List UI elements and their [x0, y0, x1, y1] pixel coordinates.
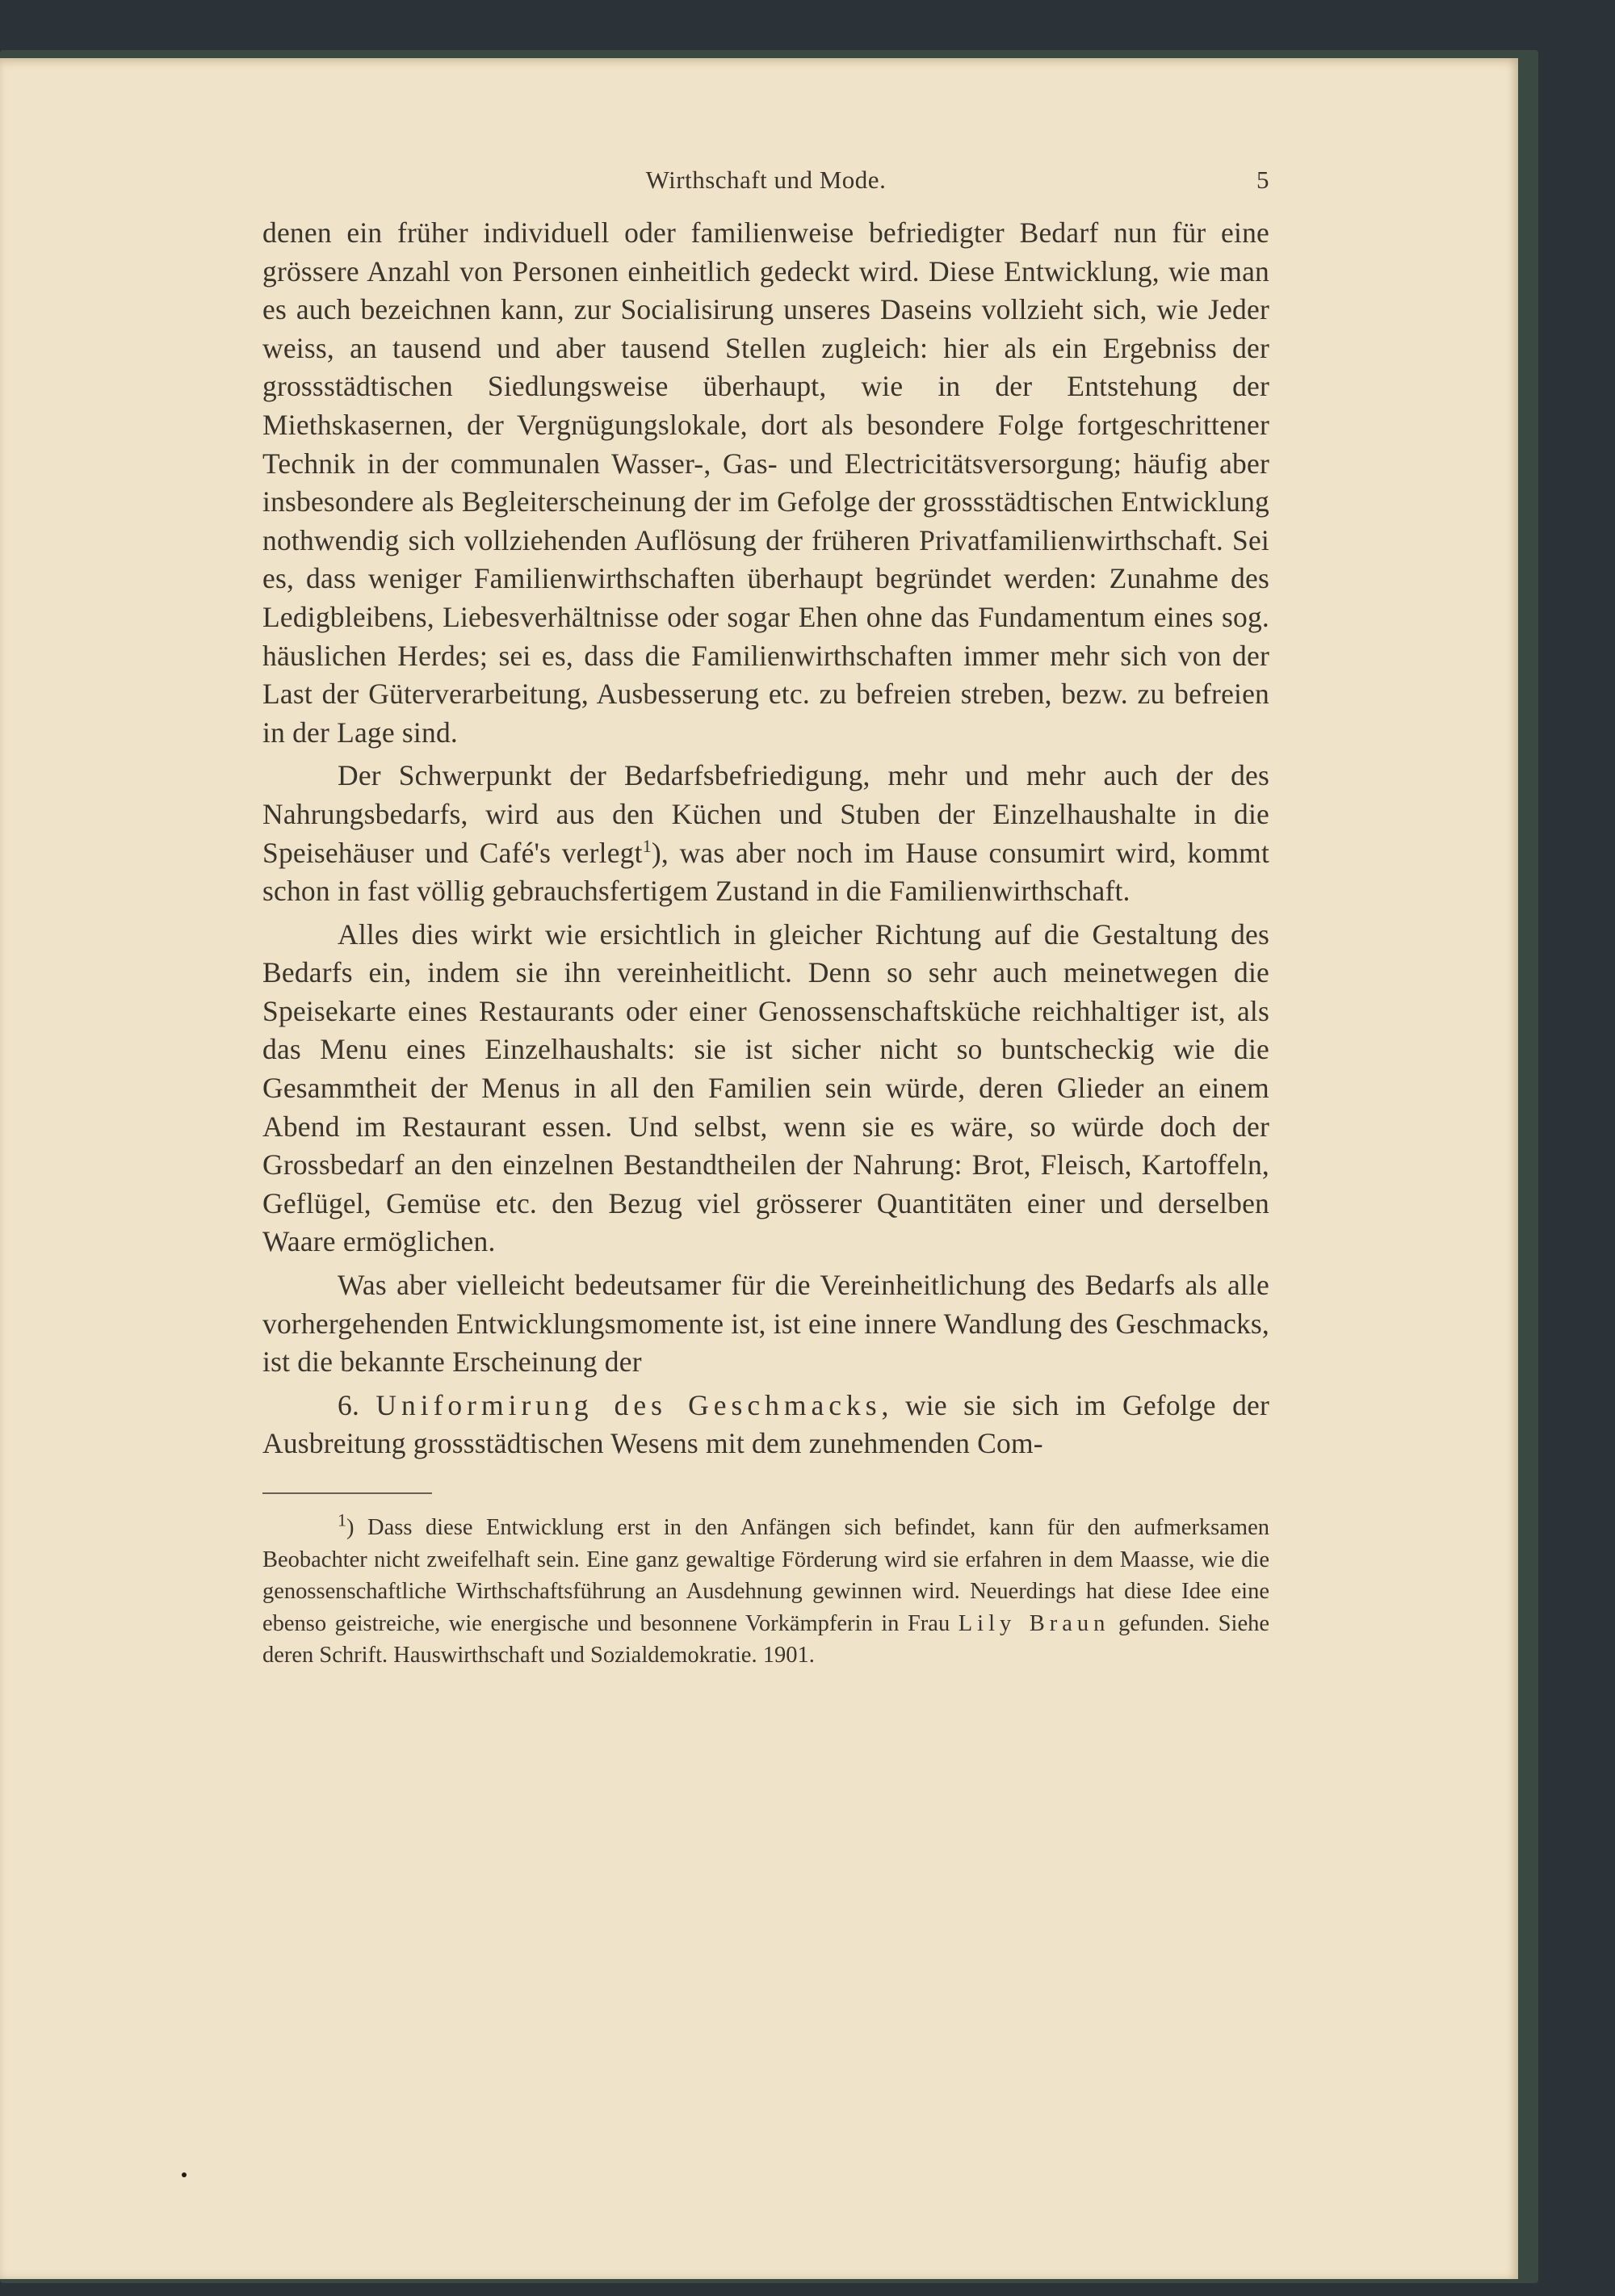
- footnote-text: [262, 1509, 1269, 1672]
- section-number: 6.: [338, 1388, 376, 1421]
- footnote-divider: [262, 1492, 432, 1494]
- footnote-text-start: ) Dass diese Entwicklung erst in den Anfängen sich befindet, kann für den aufmerksamen Beobachter nicht zweifelhaft sein. Eine ganz gewaltige Förderung wird sie erfahren in dem Maasse, wie die genossenschaftliche Wirthschaftsführung an Ausdehnung gewinnen wird. Neuerdings hat diese Idee eine ebenso geistreiche, wie energische und besonnene Vorkämpferin in Frau: [262, 1515, 1269, 1636]
- page-content: [262, 166, 1269, 1672]
- footnote-text-end: gefunden. Siehe deren Schrift. Hauswirthschaft und Sozialdemokratie. 1901.: [262, 1610, 1269, 1668]
- paragraph-5: [262, 1387, 1269, 1463]
- page-number: 5: [1256, 166, 1269, 194]
- footnote-marker: 1: [338, 1509, 346, 1530]
- running-head: [262, 166, 1269, 214]
- paragraph-4: Was aber vielleicht bedeutsamer für die Vereinheitlichung des Bedarfs als alle vorhergehenden Entwicklungsmomente ist, ist eine innere Wandlung des Geschmacks, ist die bekannte Erscheinung der: [262, 1269, 1269, 1379]
- running-title: Wirthschaft und Mode.: [645, 166, 887, 194]
- paragraph-1: denen ein früher individuell oder familienweise befriedigter Bedarf nun für eine grössere Anzahl von Personen einheitlich gedeckt wird. Diese Entwicklung, wie man es auch bezeichnen kann, zur Socialisirung unseres Daseins vollzieht sich, wie Jeder weiss, an tausend und aber tausend Stellen zugleich: hier als ein Ergebniss der grossstädtischen Siedlungsweise überhaupt, wie in der Entstehung der Miethskasernen, der Vergnügungslokale, dort als besondere Folge fortgeschrittener Technik in der communalen Wasser-, Gas- und Electricitätsversorgung; häufig aber insbesondere als Begleiterscheinung der im Gefolge der grossstädtischen Entwicklung nothwendig sich vollziehenden Auflösung der früheren Privatfamilienwirthschaft. Sei es, dass weniger Familienwirthschaften überhaupt begründet werden: Zunahme des Ledigbleibens, Liebesverhältnisse oder sogar Ehen ohne das Fundamentum eines sog. häuslichen Herdes; sei es, dass die Familienwirthschaften immer mehr sich von der Last der Güterverarbeitung, Ausbesserung etc. zu befreien streben, bezw. zu befreien in der Lage sind.: [262, 216, 1269, 749]
- footnote-reference: 1: [642, 835, 652, 856]
- paragraph-2-text: Der Schwerpunkt der Bedarfsbefriedigung, mehr und mehr auch der des Nahrungsbedarfs, wird aus den Küchen und Stuben der Einzelhaushalte in die Speisehäuser und Café's verlegt: [262, 759, 1269, 869]
- paragraph-5-text: , wie sie sich im Gefolge der Ausbreitung grossstädtischen Wesens mit dem zunehmenden Com-: [262, 1388, 1269, 1460]
- paragraph-3: Alles dies wirkt wie ersichtlich in gleicher Richtung auf die Gestaltung des Bedarfs ein, indem sie ihn vereinheitlicht. Denn so sehr auch meinetwegen die Speisekarte eines Restaurants oder einer Genossenschaftsküche reichhaltiger ist, als das Menu eines Einzelhaushalts: sie ist sicher nicht so buntscheckig wie die Gesammtheit der Menus in all den Familien sein würde, deren Glieder an einem Abend im Restaurant essen. Und selbst, wenn sie es wäre, so würde doch der Grossbedarf an den einzelnen Bestandtheilen der Nahrung: Brot, Fleisch, Kartoffeln, Geflügel, Gemüse etc. den Bezug viel grösserer Quantitäten einer und derselben Waare ermöglichen.: [262, 917, 1269, 1258]
- paragraph-2-text-cont: ), was aber noch im Hause consumirt wird, kommt schon in fast völlig gebrauchsfertigem Zustand in die Familienwirthschaft.: [262, 836, 1270, 908]
- footnote-spaced-name: Lily Braun: [958, 1610, 1110, 1636]
- footnote: [262, 1509, 1269, 1672]
- ink-speck: [182, 2172, 187, 2177]
- section-heading-spaced: Uniformirung des Geschmacks: [375, 1388, 882, 1421]
- paragraph-2: [262, 757, 1269, 910]
- body-text: [262, 214, 1269, 1463]
